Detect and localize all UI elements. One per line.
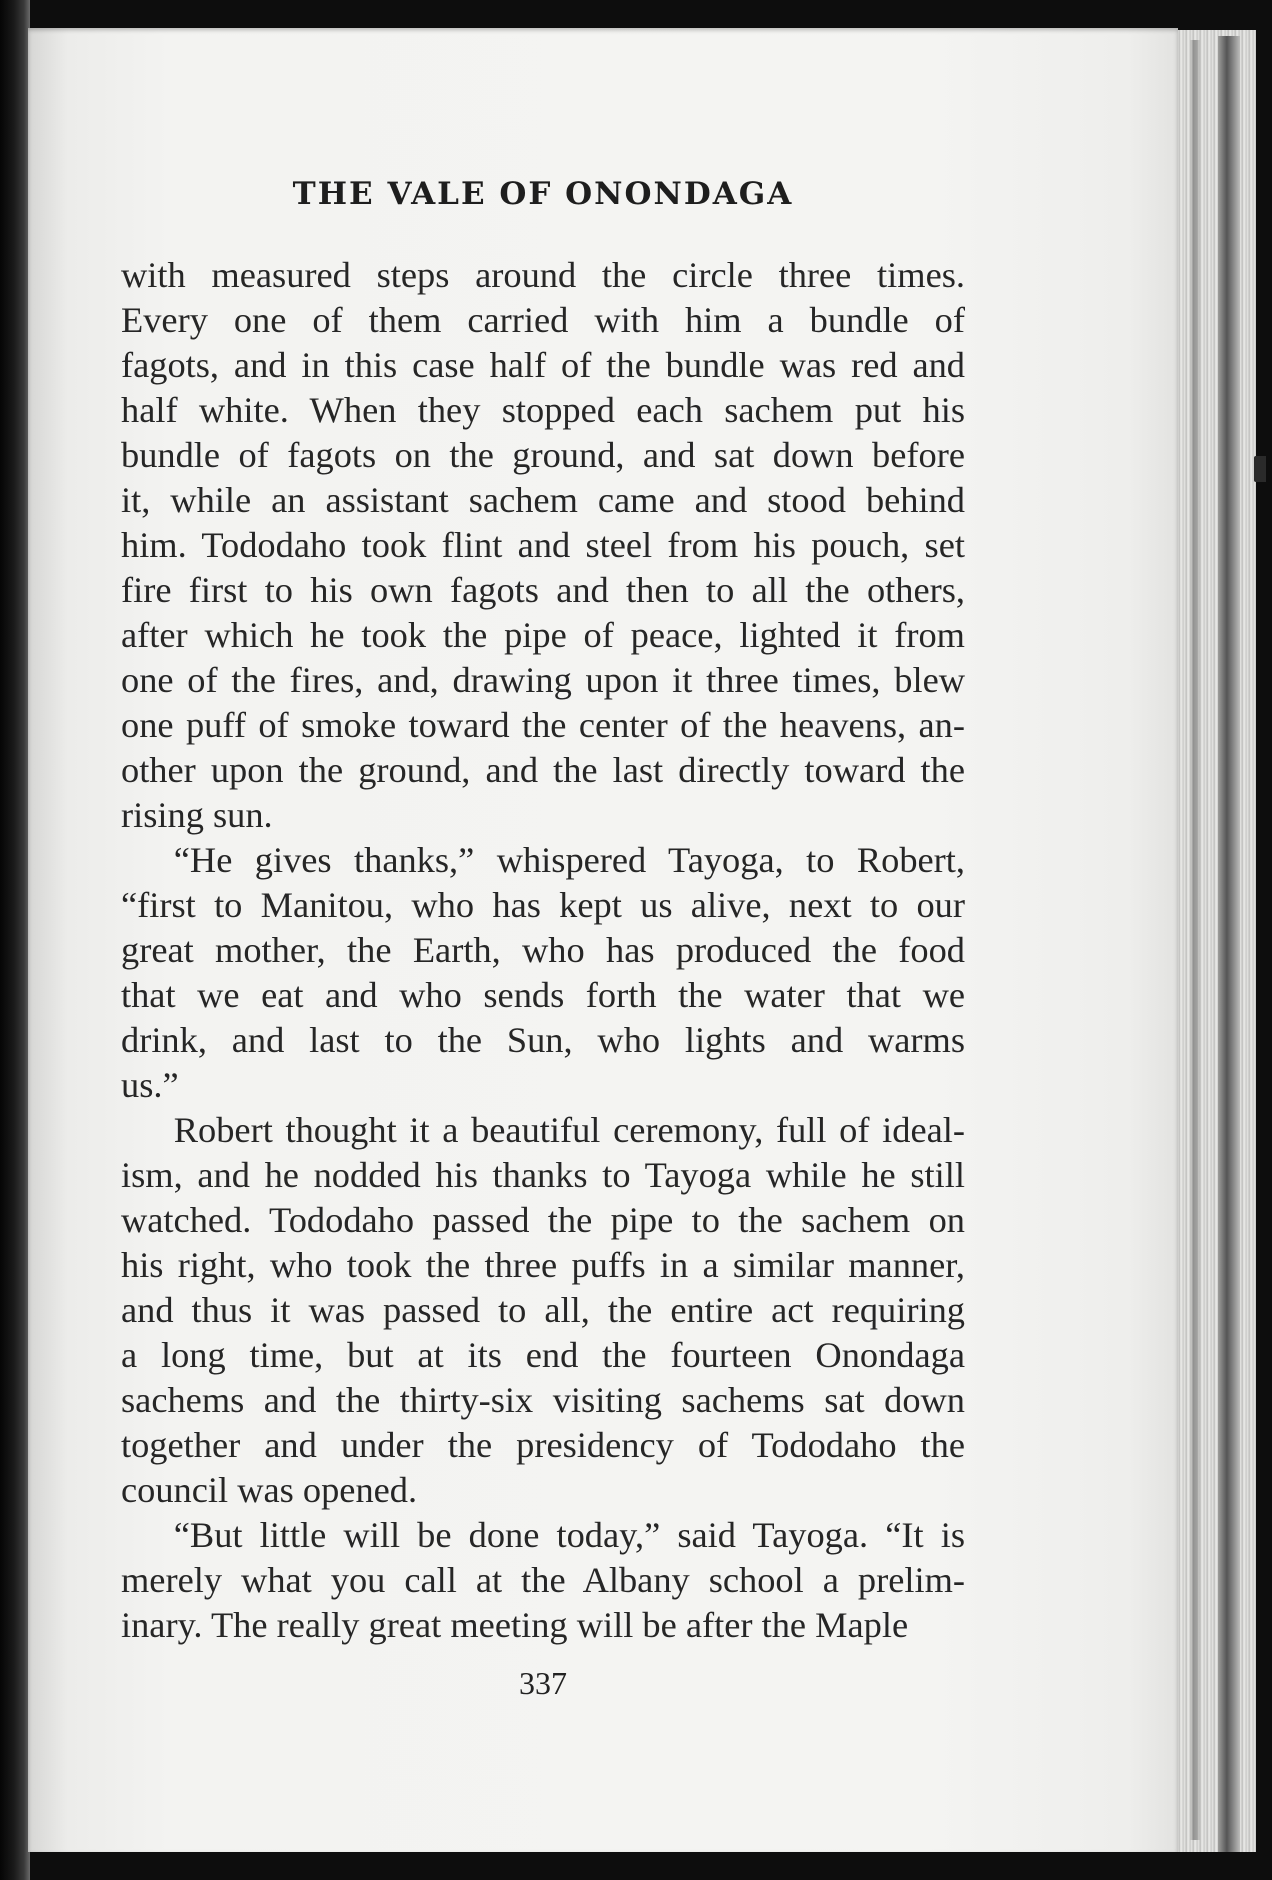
page-number: 337 — [519, 1665, 567, 1701]
text-line: great mother, the Earth, who has produced the food — [121, 930, 965, 970]
running-header: THE VALE OF ONONDAGA — [292, 176, 794, 212]
text-line: half white. When they stopped each sachem put his — [121, 390, 965, 430]
text-line: “first to Manitou, who has kept us alive, next to our — [121, 885, 965, 925]
body-text — [121, 253, 965, 1648]
text-line: rising sun. — [121, 795, 273, 835]
text-line: inary. The really great meeting will be after the Maple — [121, 1605, 909, 1645]
text-line: bundle of fagots on the ground, and sat down before — [121, 435, 965, 475]
text-line: together and under the presidency of Tododaho the — [121, 1425, 965, 1465]
text-line: drink, and last to the Sun, who lights and warms — [121, 1020, 965, 1060]
page-stack-edges — [1176, 30, 1256, 1852]
text-line: with measured steps around the circle three times. — [121, 255, 965, 295]
text-line: him. Tododaho took flint and steel from his pouch, set — [121, 525, 965, 565]
text-line: after which he took the pipe of peace, lighted it from — [121, 615, 965, 655]
book-binding-edge — [0, 0, 30, 1880]
text-line: one puff of smoke toward the center of the heavens, an- — [121, 705, 965, 745]
text-line: Robert thought it a beautiful ceremony, full of ideal- — [173, 1110, 965, 1150]
text-line: council was opened. — [121, 1470, 418, 1510]
page-edge-dark-band — [1218, 36, 1240, 1852]
page-edge-shadow — [1190, 40, 1200, 1840]
text-line: “He gives thanks,” whispered Tayoga, to Robert, — [173, 840, 965, 880]
paragraph — [121, 838, 965, 1108]
book-page — [28, 28, 1178, 1852]
text-line: one of the fires, and, drawing upon it three times, blew — [121, 660, 965, 700]
paragraph — [121, 1513, 965, 1648]
text-line: fire first to his own fagots and then to all the others, — [121, 570, 965, 610]
text-line: Every one of them carried with him a bundle of — [121, 300, 965, 340]
text-line: us.” — [121, 1065, 179, 1105]
text-line: that we eat and who sends forth the water that we — [121, 975, 965, 1015]
bookmark-tab — [1254, 456, 1266, 482]
text-line: sachems and the thirty-six visiting sachems sat down — [121, 1380, 965, 1420]
text-line: his right, who took the three puffs in a similar manner, — [121, 1245, 965, 1285]
text-line: “But little will be done today,” said Tayoga. “It is — [173, 1515, 965, 1555]
text-line: and thus it was passed to all, the entire act requiring — [121, 1290, 965, 1330]
paragraph — [121, 253, 965, 838]
text-line: ism, and he nodded his thanks to Tayoga while he still — [121, 1155, 965, 1195]
paragraph — [121, 1108, 965, 1513]
text-line: watched. Tododaho passed the pipe to the sachem on — [121, 1200, 965, 1240]
text-line: a long time, but at its end the fourteen Onondaga — [121, 1335, 965, 1375]
text-line: other upon the ground, and the last directly toward the — [121, 750, 965, 790]
text-line: merely what you call at the Albany school a prelim- — [121, 1560, 965, 1600]
text-line: fagots, and in this case half of the bundle was red and — [121, 345, 965, 385]
text-line: it, while an assistant sachem came and stood behind — [121, 480, 965, 520]
